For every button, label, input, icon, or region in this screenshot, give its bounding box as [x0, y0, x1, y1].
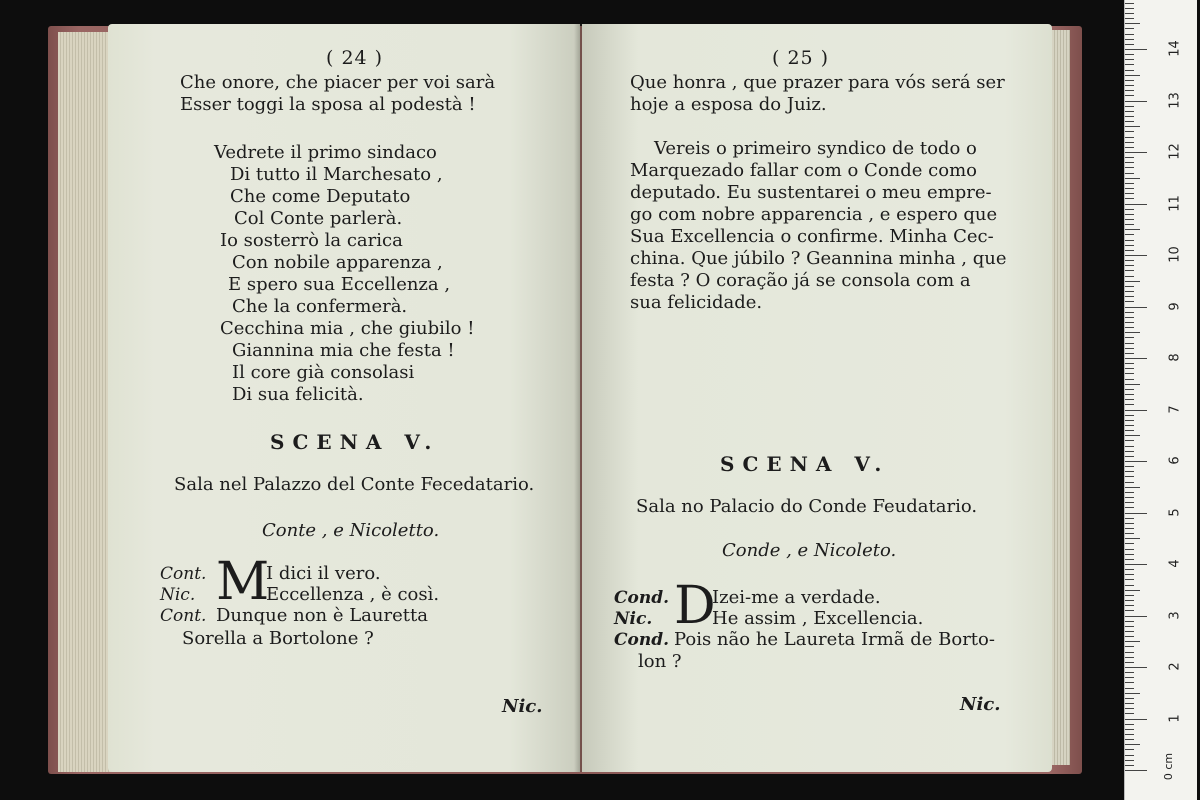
- verse-line: Che come Deputato: [230, 186, 411, 207]
- verse-line: E spero sua Eccellenza ,: [228, 274, 451, 295]
- ruler-tick: [1125, 451, 1134, 452]
- ruler-number: 13: [1167, 91, 1183, 109]
- ruler-tick: [1125, 162, 1134, 163]
- ruler-tick: [1125, 270, 1134, 271]
- verse-line: Giannina mia che festa !: [232, 340, 455, 361]
- ruler-tick: [1125, 363, 1134, 364]
- ruler-tick: [1125, 209, 1134, 210]
- ruler-tick: [1125, 559, 1134, 560]
- ruler-tick: [1125, 379, 1134, 380]
- verse-line: Di tutto il Marchesato ,: [230, 164, 443, 185]
- dialogue-line: Sorella a Bortolone ?: [182, 628, 374, 649]
- ruler-tick: [1125, 291, 1134, 292]
- ruler-tick: [1125, 322, 1134, 323]
- ruler-number: 7: [1167, 404, 1183, 414]
- dialogue-line: Eccellenza , è così.: [266, 584, 440, 605]
- prose-line: china. Que júbilo ? Geannina minha , que: [630, 248, 1007, 269]
- ruler-number: 12: [1167, 143, 1183, 160]
- ruler-tick: [1125, 59, 1134, 60]
- ruler-tick: [1125, 610, 1134, 611]
- ruler-tick: [1125, 404, 1134, 405]
- ruler-tick: [1125, 34, 1134, 35]
- ruler-tick: [1125, 183, 1134, 184]
- ruler-tick: [1125, 554, 1134, 555]
- ruler-tick: [1125, 719, 1147, 720]
- ruler-tick: [1125, 652, 1134, 653]
- ruler-tick: [1125, 760, 1134, 761]
- prose-line: sua felicidade.: [630, 292, 763, 313]
- ruler-tick: [1125, 507, 1134, 508]
- dialogue-line: Pois não he Laureta Irmã de Borto-: [674, 629, 995, 650]
- verse-line: Io sosterrò la carica: [220, 230, 403, 251]
- ruler-tick: [1125, 770, 1147, 771]
- dialogue-line: I dici il vero.: [266, 563, 381, 584]
- ruler-tick: [1125, 744, 1140, 745]
- ruler-tick: [1125, 682, 1134, 683]
- ruler-tick: [1125, 101, 1147, 102]
- ruler-tick: [1125, 106, 1134, 107]
- ruler-tick: [1125, 178, 1140, 179]
- dialogue-line: Izei-me a verdade.: [712, 587, 881, 608]
- ruler-tick: [1125, 708, 1134, 709]
- right-page: [582, 24, 1052, 772]
- ruler-tick: [1125, 358, 1147, 359]
- ruler-tick: [1125, 23, 1140, 24]
- ruler-tick: [1125, 8, 1134, 9]
- prose-line: Marquezado fallar com o Conde como: [630, 160, 977, 181]
- ruler-tick: [1125, 188, 1134, 189]
- ruler-tick: [1125, 80, 1134, 81]
- ruler-tick: [1125, 368, 1134, 369]
- ruler-tick: [1125, 688, 1134, 689]
- ruler-tick: [1125, 234, 1134, 235]
- ruler-tick: [1125, 204, 1147, 205]
- prose-line: go com nobre apparencia , e espero que: [630, 204, 998, 225]
- ruler-tick: [1125, 579, 1134, 580]
- ruler-tick: [1125, 585, 1134, 586]
- ruler-tick: [1125, 672, 1134, 673]
- ruler-tick: [1125, 430, 1134, 431]
- ruler-tick: [1125, 487, 1140, 488]
- ruler-tick: [1125, 167, 1134, 168]
- ruler-unit-label: 0 cm: [1162, 752, 1176, 781]
- ruler-tick: [1125, 312, 1134, 313]
- ruler-number: 1: [1167, 713, 1183, 723]
- drop-cap: D: [674, 576, 716, 636]
- ruler-tick: [1125, 198, 1134, 199]
- ruler-tick: [1125, 533, 1134, 534]
- speaker: Cond.: [614, 588, 670, 608]
- ruler-tick: [1125, 621, 1134, 622]
- ruler-tick: [1125, 538, 1140, 539]
- drop-cap: M: [216, 552, 270, 612]
- ruler-tick: [1125, 765, 1134, 766]
- ruler-tick: [1125, 471, 1134, 472]
- ruler-tick: [1125, 348, 1134, 349]
- dialogue-line: lon ?: [638, 651, 682, 672]
- ruler-tick: [1125, 307, 1147, 308]
- ruler-tick: [1125, 276, 1134, 277]
- ruler-tick: [1125, 343, 1134, 344]
- ruler-tick: [1125, 662, 1134, 663]
- prose-line: Que honra , que prazer para vós será ser: [630, 72, 1005, 93]
- ruler-tick: [1125, 327, 1134, 328]
- ruler-tick: [1125, 518, 1134, 519]
- scene-heading: SCENA V.: [720, 452, 890, 476]
- ruler-tick: [1125, 502, 1134, 503]
- ruler-tick: [1125, 435, 1140, 436]
- scene-characters: Conde , e Nicoleto.: [722, 540, 897, 561]
- ruler-tick: [1125, 281, 1140, 282]
- ruler-tick: [1125, 95, 1134, 96]
- scene-characters: Conte , e Nicoletto.: [262, 520, 440, 541]
- ruler-tick: [1125, 255, 1147, 256]
- verse-line: Con nobile apparenza ,: [232, 252, 443, 273]
- ruler-tick: [1125, 523, 1134, 524]
- ruler-tick: [1125, 595, 1134, 596]
- speaker: Cont.: [160, 564, 207, 584]
- ruler-tick: [1125, 152, 1147, 153]
- measurement-ruler: [1124, 0, 1197, 800]
- ruler-tick: [1125, 440, 1134, 441]
- catchword: Nic.: [502, 696, 543, 717]
- speaker: Cond.: [614, 630, 670, 650]
- ruler-tick: [1125, 569, 1134, 570]
- ruler-tick: [1125, 384, 1140, 385]
- ruler-tick: [1125, 147, 1134, 148]
- ruler-tick: [1125, 703, 1134, 704]
- ruler-tick: [1125, 564, 1147, 565]
- ruler-tick: [1125, 229, 1140, 230]
- ruler-tick: [1125, 137, 1134, 138]
- ruler-tick: [1125, 461, 1147, 462]
- scene-setting: Sala no Palacio do Conde Feudatario.: [636, 496, 978, 517]
- ruler-tick: [1125, 636, 1134, 637]
- ruler-tick: [1125, 528, 1134, 529]
- ruler-tick: [1125, 482, 1134, 483]
- ruler-number: 6: [1167, 456, 1183, 465]
- ruler-tick: [1125, 373, 1134, 374]
- ruler-tick: [1125, 39, 1134, 40]
- ruler-tick: [1125, 755, 1134, 756]
- ruler-number: 8: [1167, 353, 1183, 362]
- ruler-tick: [1125, 317, 1134, 318]
- verse-line: Di sua felicità.: [232, 384, 364, 405]
- ruler-tick: [1125, 693, 1140, 694]
- ruler-tick: [1125, 734, 1134, 735]
- ruler-tick: [1125, 729, 1134, 730]
- ruler-tick: [1125, 456, 1134, 457]
- speaker: Cont.: [160, 606, 207, 626]
- ruler-tick: [1125, 425, 1134, 426]
- ruler-tick: [1125, 13, 1134, 14]
- left-page: [108, 24, 580, 772]
- ruler-tick: [1125, 90, 1134, 91]
- ruler-tick: [1125, 399, 1134, 400]
- ruler-tick: [1125, 224, 1134, 225]
- ruler-tick: [1125, 513, 1147, 514]
- ruler-tick: [1125, 286, 1134, 287]
- ruler-tick: [1125, 44, 1134, 45]
- ruler-tick: [1125, 157, 1134, 158]
- ruler-tick: [1125, 590, 1140, 591]
- prose-line: hoje a esposa do Juiz.: [630, 94, 827, 115]
- ruler-tick: [1125, 49, 1147, 50]
- ruler-tick: [1125, 600, 1134, 601]
- ruler-number: 2: [1167, 662, 1183, 671]
- ruler-tick: [1125, 641, 1140, 642]
- ruler-tick: [1125, 677, 1134, 678]
- ruler-tick: [1125, 142, 1134, 143]
- ruler-number: 14: [1167, 40, 1183, 57]
- ruler-tick: [1125, 245, 1134, 246]
- ruler-tick: [1125, 18, 1134, 19]
- ruler-tick: [1125, 574, 1134, 575]
- ruler-tick: [1125, 64, 1134, 65]
- scene-setting: Sala nel Palazzo del Conte Fecedatario.: [174, 474, 535, 495]
- ruler-tick: [1125, 193, 1134, 194]
- verse-line: Che la confermerà.: [232, 296, 408, 317]
- verse-line: Esser toggi la sposa al podestà !: [180, 94, 476, 115]
- ruler-number: 10: [1167, 246, 1183, 263]
- ruler-tick: [1125, 75, 1140, 76]
- ruler-tick: [1125, 353, 1134, 354]
- speaker: Nic.: [614, 609, 653, 629]
- prose-line: Vereis o primeiro syndico de todo o: [654, 138, 977, 159]
- prose-line: festa ? O coração já se consola com a: [630, 270, 971, 291]
- prose-line: deputado. Eu sustentarei o meu empre-: [630, 182, 992, 203]
- ruler-tick: [1125, 739, 1134, 740]
- verse-line: Cecchina mia , che giubilo !: [220, 318, 475, 339]
- ruler-tick: [1125, 698, 1134, 699]
- speaker: Nic.: [160, 585, 196, 605]
- ruler-tick: [1125, 116, 1134, 117]
- prose-line: Sua Excellencia o confirme. Minha Cec-: [630, 226, 994, 247]
- ruler-tick: [1125, 605, 1134, 606]
- verse-line: Vedrete il primo sindaco: [214, 142, 437, 163]
- ruler-tick: [1125, 497, 1134, 498]
- ruler-tick: [1125, 476, 1134, 477]
- ruler-tick: [1125, 724, 1134, 725]
- catchword: Nic.: [960, 694, 1001, 715]
- ruler-tick: [1125, 240, 1134, 241]
- ruler-tick: [1125, 749, 1134, 750]
- verse-line: Che onore, che piacer per voi sarà: [180, 72, 496, 93]
- ruler-tick: [1125, 389, 1134, 390]
- verse-line: Col Conte parlerà.: [234, 208, 403, 229]
- ruler-tick: [1125, 260, 1134, 261]
- ruler-tick: [1125, 646, 1134, 647]
- ruler-tick: [1125, 214, 1134, 215]
- ruler-tick: [1125, 3, 1134, 4]
- ruler-tick: [1125, 420, 1134, 421]
- page-number: ( 25 ): [772, 47, 830, 69]
- ruler-tick: [1125, 126, 1140, 127]
- ruler-tick: [1125, 616, 1147, 617]
- ruler-tick: [1125, 28, 1134, 29]
- ruler-tick: [1125, 54, 1134, 55]
- ruler-tick: [1125, 131, 1134, 132]
- ruler-tick: [1125, 250, 1134, 251]
- ruler-tick: [1125, 410, 1147, 411]
- ruler-tick: [1125, 111, 1134, 112]
- ruler-tick: [1125, 626, 1134, 627]
- scene-heading: SCENA V.: [270, 430, 440, 454]
- ruler-tick: [1125, 631, 1134, 632]
- dialogue-line: He assim , Excellencia.: [712, 608, 924, 629]
- ruler-tick: [1125, 543, 1134, 544]
- ruler-tick: [1125, 219, 1134, 220]
- verse-line: Il core già consolasi: [232, 362, 415, 383]
- ruler-tick: [1125, 446, 1134, 447]
- ruler-tick: [1125, 667, 1147, 668]
- ruler-tick: [1125, 492, 1134, 493]
- ruler-tick: [1125, 296, 1134, 297]
- dialogue-line: Dunque non è Lauretta: [216, 605, 428, 626]
- page-number: ( 24 ): [326, 47, 384, 69]
- ruler-tick: [1125, 466, 1134, 467]
- ruler-tick: [1125, 713, 1134, 714]
- ruler-tick: [1125, 85, 1134, 86]
- ruler-number: 4: [1167, 559, 1183, 568]
- ruler-tick: [1125, 121, 1134, 122]
- ruler-number: 5: [1167, 507, 1183, 517]
- ruler-tick: [1125, 70, 1134, 71]
- ruler-tick: [1125, 337, 1134, 338]
- ruler-tick: [1125, 394, 1134, 395]
- ruler-tick: [1125, 173, 1134, 174]
- ruler-tick: [1125, 657, 1134, 658]
- ruler-number: 3: [1167, 610, 1183, 620]
- ruler-tick: [1125, 332, 1140, 333]
- ruler-tick: [1125, 549, 1134, 550]
- ruler-tick: [1125, 265, 1134, 266]
- ruler-tick: [1125, 301, 1134, 302]
- ruler-tick: [1125, 415, 1134, 416]
- ruler-number: 9: [1167, 301, 1183, 311]
- ruler-number: 11: [1167, 194, 1183, 212]
